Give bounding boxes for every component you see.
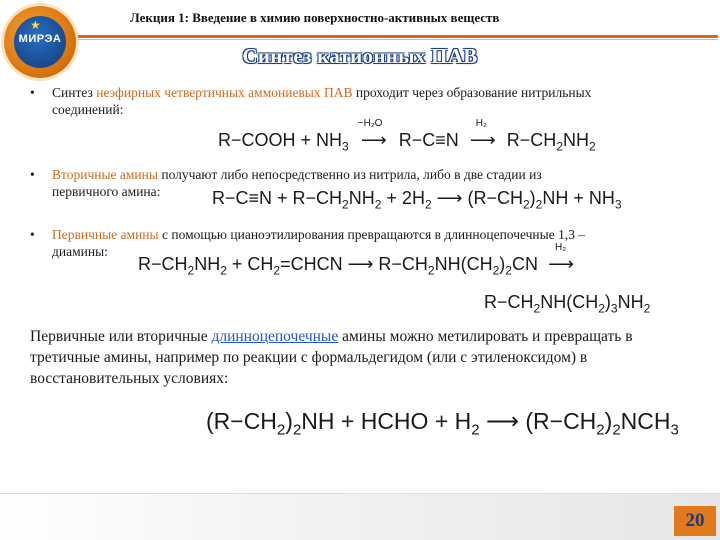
para-post: амины можно метилировать и превращать в третичные амины, например по реакции с формальдегидом (или с этиленоксидом) в восстановительных условиях: <box>30 328 633 387</box>
eq3b-sub: 2 <box>533 301 541 316</box>
eq4-sub: 2 <box>596 421 605 439</box>
eq2-sub: 2 <box>374 197 382 212</box>
eq1-arrow1-label: −H₂O <box>357 118 383 129</box>
eq1-sub: 2 <box>589 139 596 154</box>
equation-methylation <box>206 408 679 439</box>
eq1-reactants: R−COOH + NH <box>218 130 343 150</box>
star-icon: ★ <box>30 18 41 32</box>
eq2-part: R−C≡N + R−CH <box>212 188 343 208</box>
eq4-part: ) <box>285 408 293 434</box>
eq1-arrow2-label: H₂ <box>475 118 487 129</box>
bullet-text-line2: первичного амина: <box>52 184 161 199</box>
bullet-text-post: проходит через образование нитрильных <box>352 85 592 100</box>
eq1-product: R−CH <box>506 130 557 150</box>
bullet-text <box>52 84 591 118</box>
header-divider-thin <box>78 39 718 40</box>
methylation-paragraph <box>30 326 690 389</box>
eq3b-sub: 2 <box>643 301 651 316</box>
eq3-part: CN <box>511 254 538 274</box>
eq1-arrow2: H₂ ⟶ <box>469 118 496 150</box>
eq4-part: ⟶ (R−CH <box>479 408 597 434</box>
eq3b-sub: 3 <box>610 301 618 316</box>
eq4-sub: 2 <box>471 421 480 439</box>
bullet-accent: Вторичные амины <box>52 167 158 182</box>
eq3-sub: 2 <box>220 263 227 278</box>
eq3-part: NH(CH <box>434 254 493 274</box>
bullet-accent: Первичные амины <box>52 227 159 242</box>
eq3b-sub: 2 <box>598 301 605 316</box>
eq4-part: NH + HCHO + H <box>301 408 472 434</box>
eq1-product: NH <box>563 130 589 150</box>
eq3-part: =CHCN ⟶ R−CH <box>280 254 428 274</box>
bullet-text-line2: соединений: <box>52 102 124 117</box>
eq3-arrow-label: H₂ <box>555 242 567 253</box>
eq2-part: + 2H <box>381 188 425 208</box>
bullet-marker: • <box>30 167 35 182</box>
bullet-text-pre: Синтез <box>52 85 97 100</box>
eq2-sub: 2 <box>342 197 349 212</box>
eq3b-part: ) <box>604 292 611 312</box>
page-number: 20 <box>674 506 716 536</box>
equation-nitrile-synthesis <box>218 118 596 154</box>
bullet-text-post: получают либо непосредственно из нитрила, либо в две стадии из <box>157 167 542 182</box>
eq3-part: R−CH <box>138 254 188 274</box>
eq2-part: NH <box>348 188 375 208</box>
bullet-marker: • <box>30 227 35 242</box>
para-accent: длинноцепочечные <box>211 328 339 345</box>
eq2-sub: 2 <box>424 197 432 212</box>
eq3-sub: 2 <box>187 263 195 278</box>
bullet-marker: • <box>30 85 35 100</box>
bullet-item <box>30 84 710 120</box>
eq2-sub: 2 <box>535 197 543 212</box>
footer-band <box>0 494 720 540</box>
eq4-part: (R−CH <box>206 408 277 434</box>
eq3b-part: NH <box>617 292 644 312</box>
equation-cyanoethylation <box>138 242 579 278</box>
eq1-arrow1: −H₂O ⟶ <box>357 118 387 150</box>
eq2-sub: 3 <box>614 197 622 212</box>
eq3b-part: NH(CH <box>540 292 599 312</box>
eq4-sub: 2 <box>292 421 302 439</box>
eq3-part: NH <box>194 254 221 274</box>
equation-diamine-product <box>484 292 650 316</box>
eq3-sub: 2 <box>505 263 512 278</box>
slide-title: Синтез катионных ПАВ <box>242 44 478 68</box>
eq3-sub: 2 <box>492 263 500 278</box>
para-pre: Первичные или вторичные <box>30 328 212 345</box>
bullet-text-post: с помощью цианоэтилирования превращаются в длинноцепочечные 1,3 – <box>158 227 586 242</box>
bullet-text-line2: диамины: <box>52 244 108 259</box>
bullet-accent: неэфирных четвертичных аммониевых ПАВ <box>96 85 353 100</box>
eq1-sub: 2 <box>556 139 563 154</box>
eq3-sub: 2 <box>273 263 281 278</box>
eq4-part: NCH <box>620 408 671 434</box>
eq3b-part: R−CH <box>484 292 534 312</box>
eq1-sub: 3 <box>342 139 349 154</box>
eq1-intermediate: R−C≡N <box>398 130 459 150</box>
eq3-part: ) <box>499 254 506 274</box>
eq2-part: NH + NH <box>542 188 615 208</box>
eq4-sub: 2 <box>276 421 286 439</box>
eq2-part: ) <box>529 188 536 208</box>
eq4-sub: 3 <box>670 421 679 439</box>
eq2-part: ⟶ (R−CH <box>431 188 523 208</box>
eq4-sub: 2 <box>612 421 621 439</box>
equation-secondary-amine <box>212 188 622 212</box>
eq4-part: ) <box>604 408 613 434</box>
header-divider <box>78 35 718 38</box>
eq3-part: + CH <box>226 254 274 274</box>
eq2-sub: 2 <box>522 197 530 212</box>
eq3-sub: 2 <box>427 263 435 278</box>
eq3-arrow: H₂ ⟶ <box>548 242 574 274</box>
lecture-title: Лекция 1: Введение в химию поверхностно-активных веществ <box>130 10 500 25</box>
logo-text: МИРЭА <box>18 33 62 45</box>
